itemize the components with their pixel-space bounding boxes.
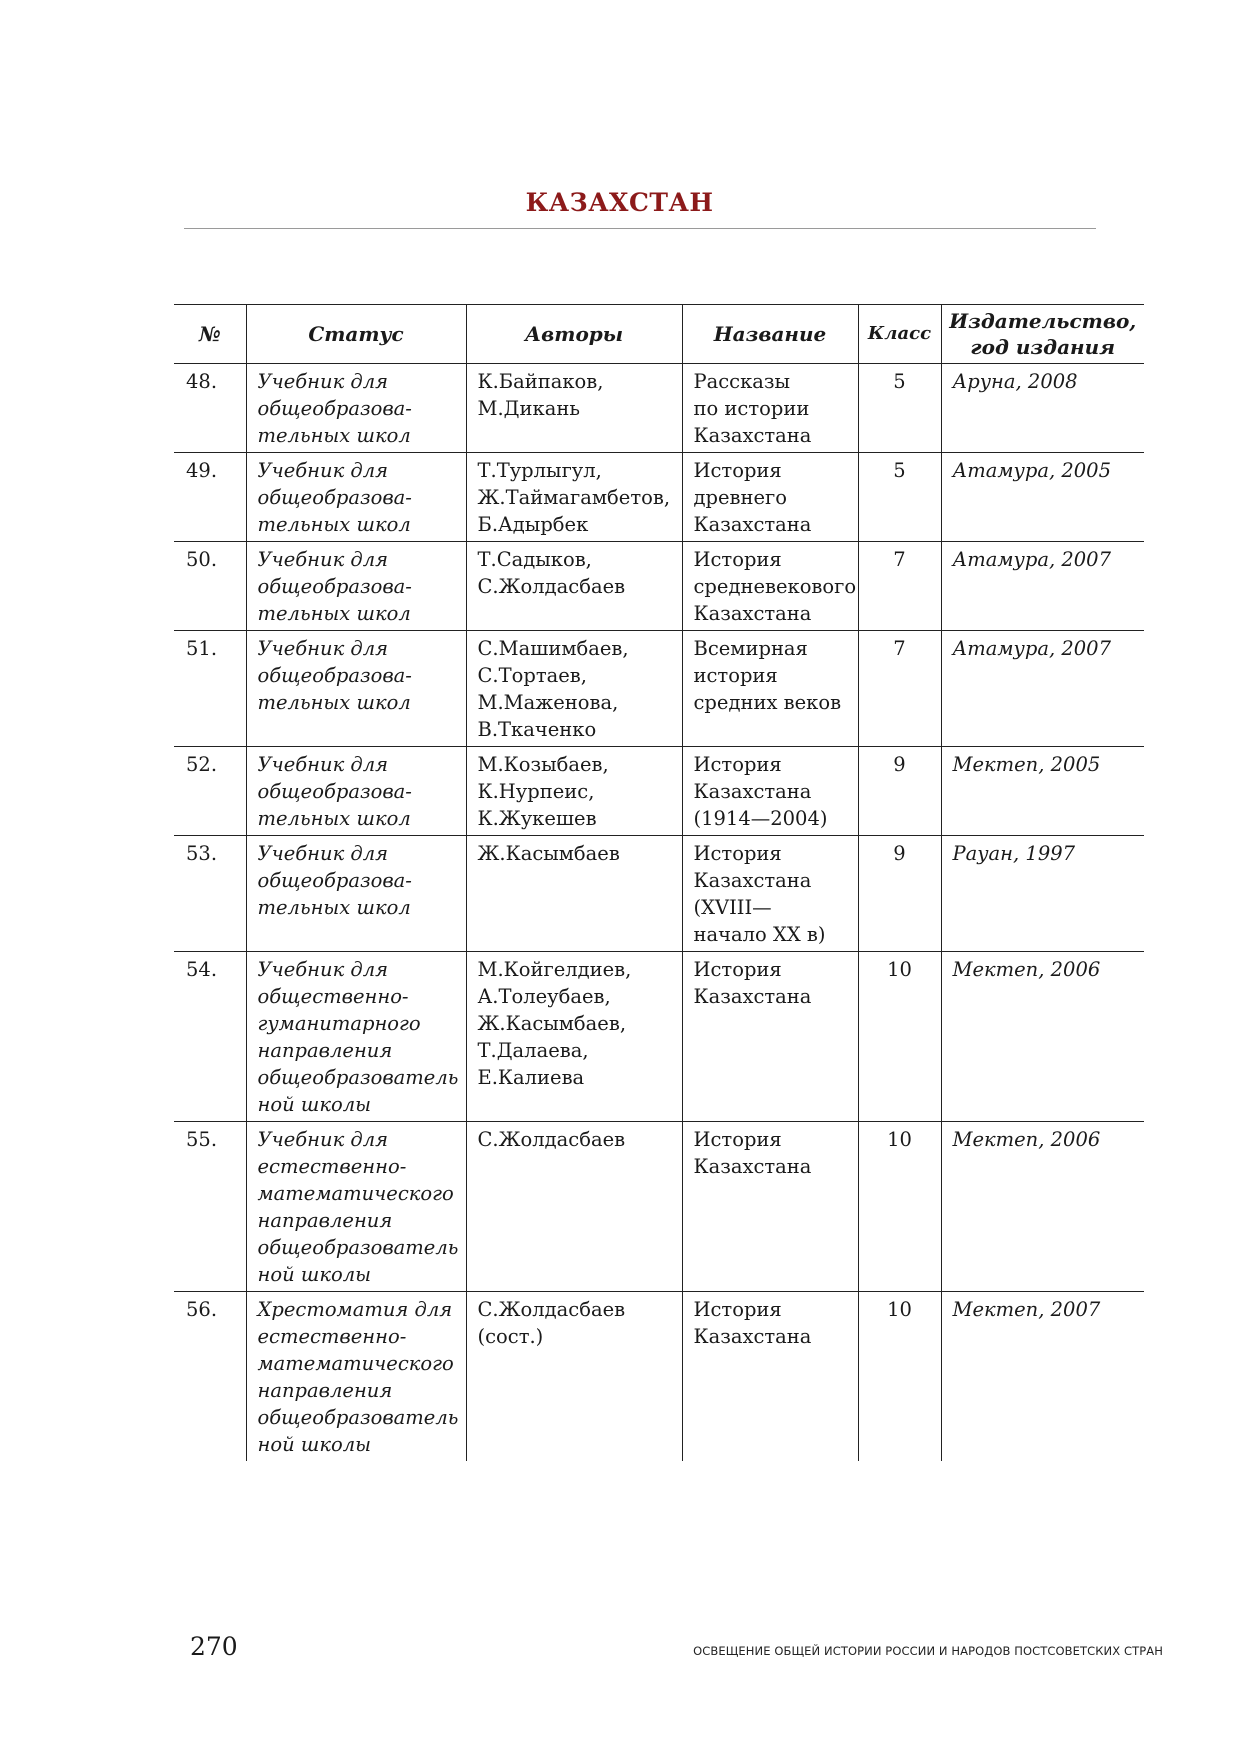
status-line: Учебник для bbox=[257, 1128, 389, 1151]
authors-line: М.Койгелдиев, bbox=[477, 958, 632, 981]
authors-line: (сост.) bbox=[477, 1325, 544, 1348]
page-number: 270 bbox=[190, 1632, 238, 1661]
cell-name bbox=[682, 836, 858, 952]
table-row bbox=[174, 1292, 1144, 1462]
name-line: История bbox=[693, 459, 782, 482]
table-row bbox=[174, 631, 1144, 747]
authors-line: М.Дикань bbox=[477, 397, 580, 420]
name-line: Казахстана bbox=[693, 513, 812, 536]
status-line: ной школы bbox=[257, 1093, 371, 1116]
cell-status bbox=[246, 1292, 466, 1462]
cell-num: 53. bbox=[174, 836, 246, 952]
cell-name bbox=[682, 542, 858, 631]
cell-authors bbox=[466, 1122, 682, 1292]
cell-klass: 10 bbox=[858, 1292, 941, 1462]
cell-name bbox=[682, 1122, 858, 1292]
name-line: История bbox=[693, 753, 782, 776]
name-line: История bbox=[693, 1298, 782, 1321]
title-divider bbox=[184, 228, 1096, 229]
cell-publisher: Атамура, 2005 bbox=[941, 453, 1144, 542]
status-line: математического bbox=[257, 1352, 454, 1375]
status-line: тельных школ bbox=[257, 691, 411, 714]
status-line: общеобразова- bbox=[257, 780, 412, 803]
cell-num: 50. bbox=[174, 542, 246, 631]
header-num: № bbox=[174, 305, 246, 364]
cell-publisher: Мектеп, 2005 bbox=[941, 747, 1144, 836]
status-line: общеобразова- bbox=[257, 575, 412, 598]
header-publisher bbox=[941, 305, 1144, 364]
status-line: Учебник для bbox=[257, 753, 389, 776]
name-line: Казахстана bbox=[693, 602, 812, 625]
cell-name bbox=[682, 631, 858, 747]
status-line: общеобразова- bbox=[257, 397, 412, 420]
status-line: направления bbox=[257, 1379, 393, 1402]
authors-line: М.Козыбаев, bbox=[477, 753, 609, 776]
authors-line: Ж.Касымбаев, bbox=[477, 1012, 627, 1035]
name-line: Казахстана bbox=[693, 1325, 812, 1348]
authors-line: Е.Калиева bbox=[477, 1066, 585, 1089]
cell-klass: 9 bbox=[858, 836, 941, 952]
name-line: Казахстана bbox=[693, 780, 812, 803]
header-authors: Авторы bbox=[466, 305, 682, 364]
cell-publisher: Атамура, 2007 bbox=[941, 542, 1144, 631]
cell-authors bbox=[466, 542, 682, 631]
authors-line: Т.Садыков, bbox=[477, 548, 592, 571]
cell-name bbox=[682, 364, 858, 453]
status-line: общеобразова- bbox=[257, 869, 412, 892]
name-line: средневекового bbox=[693, 575, 857, 598]
status-line: естественно- bbox=[257, 1155, 407, 1178]
cell-authors bbox=[466, 952, 682, 1122]
name-line: начало XX в) bbox=[693, 923, 826, 946]
cell-num: 51. bbox=[174, 631, 246, 747]
cell-status bbox=[246, 631, 466, 747]
authors-line: Т.Далаева, bbox=[477, 1039, 589, 1062]
cell-klass: 10 bbox=[858, 952, 941, 1122]
status-line: гуманитарного bbox=[257, 1012, 421, 1035]
cell-num: 55. bbox=[174, 1122, 246, 1292]
cell-klass: 7 bbox=[858, 631, 941, 747]
name-line: средних веков bbox=[693, 691, 842, 714]
authors-line: В.Ткаченко bbox=[477, 718, 597, 741]
cell-num: 48. bbox=[186, 370, 218, 393]
status-line: Хрестоматия для bbox=[257, 1298, 453, 1321]
cell-authors bbox=[466, 1292, 682, 1462]
cell-status bbox=[246, 364, 466, 453]
cell-publisher: Рауан, 1997 bbox=[941, 836, 1144, 952]
status-line: общественно- bbox=[257, 985, 409, 1008]
header-publisher-line: год издания bbox=[970, 335, 1116, 359]
textbook-table bbox=[174, 304, 1144, 1461]
cell-publisher: Мектеп, 2007 bbox=[941, 1292, 1144, 1462]
table-row bbox=[174, 836, 1144, 952]
cell-klass: 7 bbox=[858, 542, 941, 631]
cell-status bbox=[246, 1122, 466, 1292]
cell-authors bbox=[466, 631, 682, 747]
cell-authors bbox=[466, 364, 682, 453]
cell-name bbox=[682, 1292, 858, 1462]
cell-num: 54. bbox=[174, 952, 246, 1122]
cell-status bbox=[246, 453, 466, 542]
table-row bbox=[174, 453, 1144, 542]
authors-line: С.Машимбаев, bbox=[477, 637, 629, 660]
cell-status bbox=[246, 542, 466, 631]
table-row bbox=[174, 747, 1144, 836]
name-line: (1914—2004) bbox=[693, 807, 828, 830]
name-line: Казахстана bbox=[693, 1155, 812, 1178]
status-line: Учебник для bbox=[257, 637, 389, 660]
name-line: по истории bbox=[693, 397, 810, 420]
cell-status bbox=[246, 747, 466, 836]
authors-line: К.Байпаков, bbox=[477, 370, 604, 393]
status-line: направления bbox=[257, 1039, 393, 1062]
name-line: (XVIII— bbox=[693, 896, 772, 919]
header-status: Статус bbox=[246, 305, 466, 364]
cell-name bbox=[682, 453, 858, 542]
authors-line: М.Маженова, bbox=[477, 691, 619, 714]
name-line: Рассказы bbox=[693, 370, 791, 393]
status-line: естественно- bbox=[257, 1325, 407, 1348]
name-line: История bbox=[693, 958, 782, 981]
cell-status bbox=[246, 952, 466, 1122]
authors-line: К.Нурпеис, bbox=[477, 780, 595, 803]
status-line: общеобразова- bbox=[257, 486, 412, 509]
authors-line: Б.Адырбек bbox=[477, 513, 589, 536]
status-line: ной школы bbox=[257, 1433, 371, 1456]
cell-num: 52. bbox=[174, 747, 246, 836]
table-row bbox=[174, 542, 1144, 631]
status-line: общеобразователь bbox=[257, 1406, 459, 1429]
status-line: тельных школ bbox=[257, 602, 411, 625]
status-line: Учебник для bbox=[257, 370, 389, 393]
cell-name bbox=[682, 747, 858, 836]
table-body bbox=[174, 364, 1144, 1462]
cell-num: 49. bbox=[174, 453, 246, 542]
name-line: История bbox=[693, 842, 782, 865]
cell-name bbox=[682, 952, 858, 1122]
name-line: История bbox=[693, 1128, 782, 1151]
authors-line: К.Жукешев bbox=[477, 807, 597, 830]
name-line: история bbox=[693, 664, 778, 687]
name-line: Всемирная bbox=[693, 637, 808, 660]
authors-line: С.Жолдасбаев bbox=[477, 1298, 626, 1321]
cell-publisher: Аруна, 2008 bbox=[941, 364, 1144, 453]
cell-klass: 5 bbox=[858, 453, 941, 542]
status-line: Учебник для bbox=[257, 459, 389, 482]
status-line: математического bbox=[257, 1182, 454, 1205]
cell-publisher: Атамура, 2007 bbox=[941, 631, 1144, 747]
status-line: тельных школ bbox=[257, 424, 411, 447]
status-line: тельных школ bbox=[257, 807, 411, 830]
authors-line: Ж.Таймагамбетов, bbox=[477, 486, 671, 509]
status-line: ной школы bbox=[257, 1263, 371, 1286]
status-line: Учебник для bbox=[257, 958, 389, 981]
status-line: общеобразователь bbox=[257, 1066, 459, 1089]
table-row bbox=[174, 952, 1144, 1122]
cell-publisher: Мектеп, 2006 bbox=[941, 1122, 1144, 1292]
cell-status bbox=[246, 836, 466, 952]
status-line: тельных школ bbox=[257, 513, 411, 536]
authors-line: С.Тортаев, bbox=[477, 664, 587, 687]
status-line: направления bbox=[257, 1209, 393, 1232]
authors-line: Т.Турлыгул, bbox=[477, 459, 602, 482]
cell-publisher: Мектеп, 2006 bbox=[941, 952, 1144, 1122]
name-line: История bbox=[693, 548, 782, 571]
header-klass: Класс bbox=[858, 305, 941, 364]
status-line: Учебник для bbox=[257, 842, 389, 865]
name-line: Казахстана bbox=[693, 869, 812, 892]
header-publisher-line: Издательство, bbox=[949, 309, 1137, 333]
name-line: древнего bbox=[693, 486, 788, 509]
cell-klass: 5 bbox=[858, 364, 941, 453]
authors-line: С.Жолдасбаев bbox=[477, 1128, 626, 1151]
status-line: Учебник для bbox=[257, 548, 389, 571]
status-line: общеобразова- bbox=[257, 664, 412, 687]
cell-authors bbox=[466, 836, 682, 952]
cell-authors bbox=[466, 747, 682, 836]
page-title: КАЗАХСТАН bbox=[525, 188, 714, 217]
header-name: Название bbox=[682, 305, 858, 364]
table-row bbox=[174, 1122, 1144, 1292]
table-row bbox=[174, 364, 1144, 453]
cell-klass: 10 bbox=[858, 1122, 941, 1292]
running-title: ОСВЕЩЕНИЕ ОБЩЕЙ ИСТОРИИ РОССИИ И НАРОДОВ ПОСТСОВЕТСКИХ СТРАН bbox=[693, 1644, 1163, 1658]
status-line: тельных школ bbox=[257, 896, 411, 919]
name-line: Казахстана bbox=[693, 424, 812, 447]
cell-num: 56. bbox=[174, 1292, 246, 1462]
authors-line: А.Толеубаев, bbox=[477, 985, 611, 1008]
authors-line: Ж.Касымбаев bbox=[477, 842, 620, 865]
name-line: Казахстана bbox=[693, 985, 812, 1008]
cell-klass: 9 bbox=[858, 747, 941, 836]
status-line: общеобразователь bbox=[257, 1236, 459, 1259]
table-header-row bbox=[174, 305, 1144, 364]
cell-authors bbox=[466, 453, 682, 542]
authors-line: С.Жолдасбаев bbox=[477, 575, 626, 598]
